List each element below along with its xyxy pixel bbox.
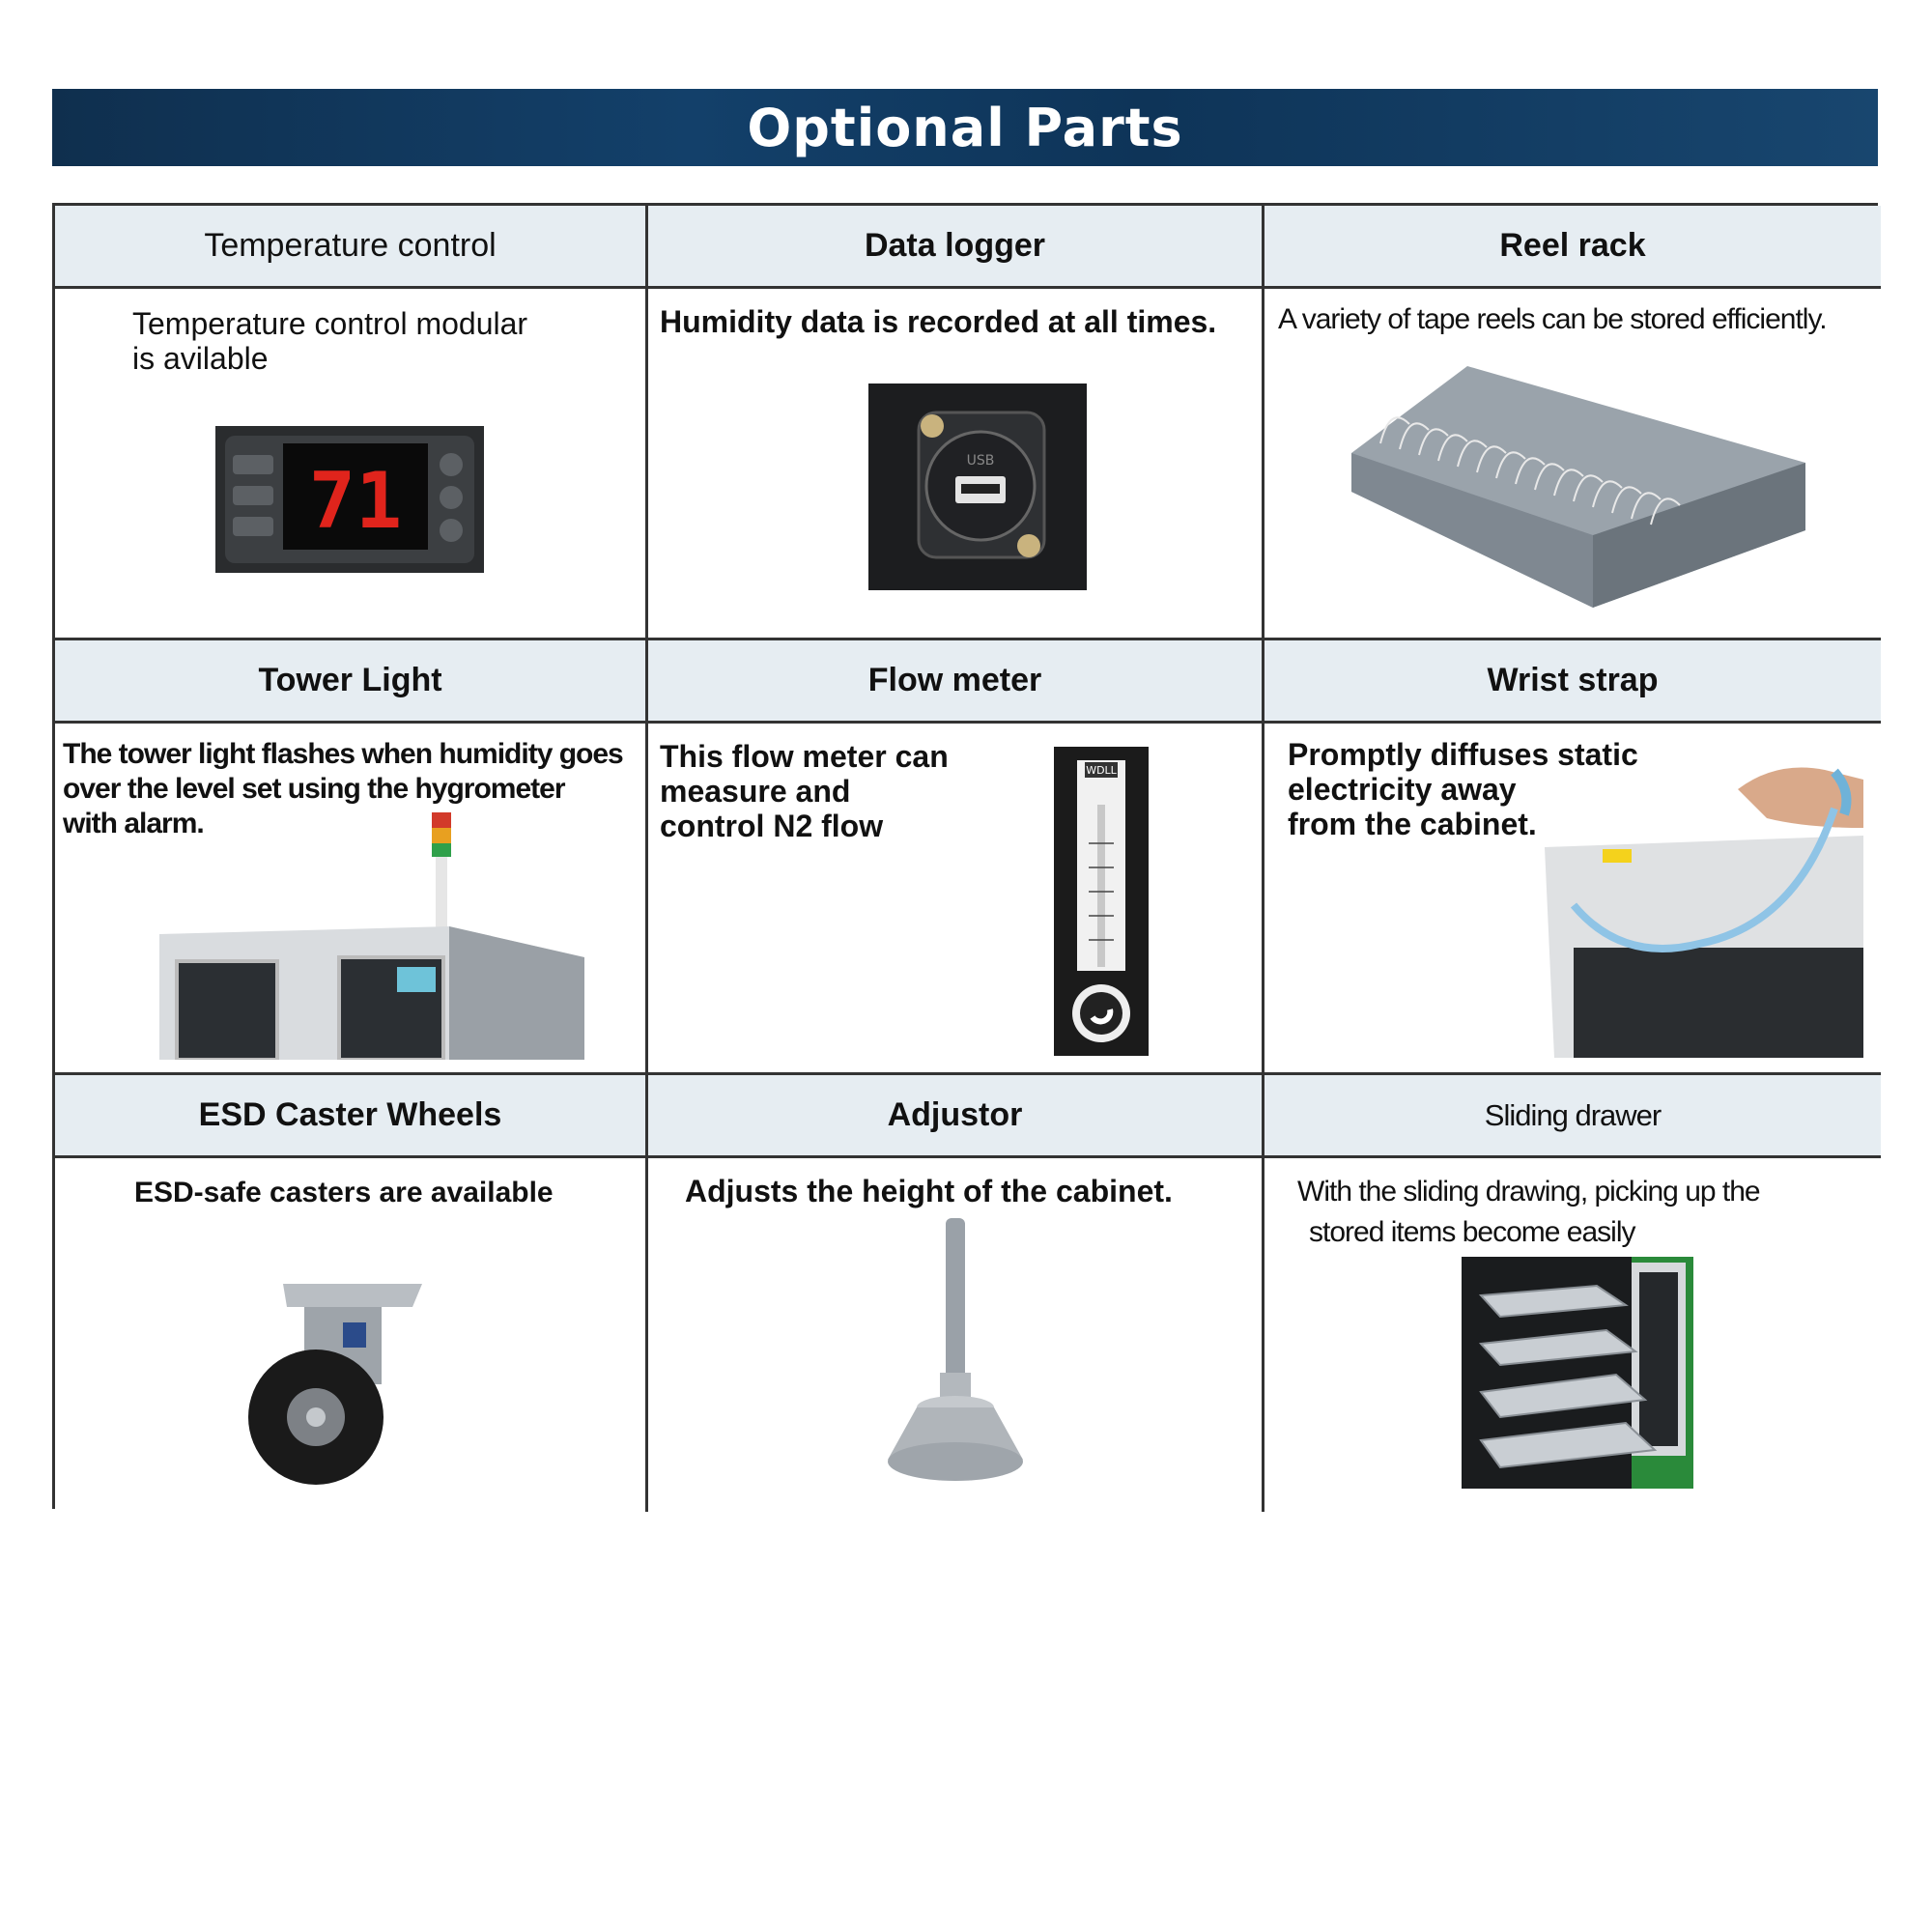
sliding-drawer-description xyxy=(1297,1172,1760,1253)
cell-reel-rack xyxy=(1264,289,1881,640)
header-temperature-control: Temperature control xyxy=(55,206,648,289)
controller-display: 71 xyxy=(308,456,403,546)
temperature-controller-image xyxy=(215,426,484,573)
flow-meter-brand: WDLL xyxy=(1086,764,1117,777)
cell-data-logger xyxy=(648,289,1264,640)
desc-line: over the level set using the hygrometer xyxy=(63,773,565,805)
header-wrist-strap: Wrist strap xyxy=(1264,640,1881,724)
caster-wheel-image xyxy=(248,1284,422,1489)
desc-line: With the sliding drawing, picking up the xyxy=(1297,1176,1760,1208)
title-banner xyxy=(52,89,1878,166)
usb-label: USB xyxy=(966,453,995,469)
desc-line: control N2 flow xyxy=(660,809,884,843)
cell-wrist-strap xyxy=(1264,724,1881,1075)
data-logger-description: Humidity data is recorded at all times. xyxy=(660,304,1217,339)
desc-line: stored items become easily xyxy=(1309,1216,1635,1248)
header-adjustor: Adjustor xyxy=(648,1075,1264,1158)
esd-caster-description: ESD-safe casters are available xyxy=(134,1177,554,1208)
header-data-logger: Data logger xyxy=(648,206,1264,289)
desc-line: measure and xyxy=(660,774,851,809)
parts-table xyxy=(52,203,1878,1509)
page-title: Optional Parts xyxy=(747,97,1183,158)
header-sliding-drawer: Sliding drawer xyxy=(1264,1075,1881,1158)
cell-adjustor xyxy=(648,1158,1264,1512)
flow-meter-image xyxy=(1054,747,1149,1056)
desc-line: Temperature control modular xyxy=(132,306,528,341)
desc-line: is avilable xyxy=(132,341,269,376)
wrist-strap-image xyxy=(1545,751,1873,1058)
header-esd-caster-wheels: ESD Caster Wheels xyxy=(55,1075,648,1158)
temperature-control-description xyxy=(132,306,527,376)
sliding-drawer-image xyxy=(1462,1257,1693,1489)
header-flow-meter: Flow meter xyxy=(648,640,1264,724)
reel-rack-image xyxy=(1342,366,1805,619)
cell-flow-meter xyxy=(648,724,1264,1075)
desc-line: electricity away xyxy=(1288,772,1517,807)
header-reel-rack: Reel rack xyxy=(1264,206,1881,289)
adjustor-description: Adjusts the height of the cabinet. xyxy=(685,1174,1173,1208)
cell-esd-caster-wheels xyxy=(55,1158,648,1512)
leveling-foot-image xyxy=(888,1218,1023,1489)
header-tower-light: Tower Light xyxy=(55,640,648,724)
desc-line: from the cabinet. xyxy=(1288,807,1537,841)
cell-temperature-control xyxy=(55,289,648,640)
desc-line: Promptly diffuses static xyxy=(1288,737,1638,772)
usb-port-image xyxy=(868,384,1087,590)
cell-tower-light xyxy=(55,724,648,1075)
desc-line: with alarm. xyxy=(63,808,204,839)
reel-rack-description: A variety of tape reels can be stored efficiently. xyxy=(1278,303,1827,335)
cell-sliding-drawer xyxy=(1264,1158,1881,1512)
desc-line: This flow meter can xyxy=(660,739,949,774)
tower-light-cabinet-image xyxy=(159,812,584,1060)
desc-line: The tower light flashes when humidity goes xyxy=(63,738,623,770)
flow-meter-description xyxy=(660,739,949,843)
